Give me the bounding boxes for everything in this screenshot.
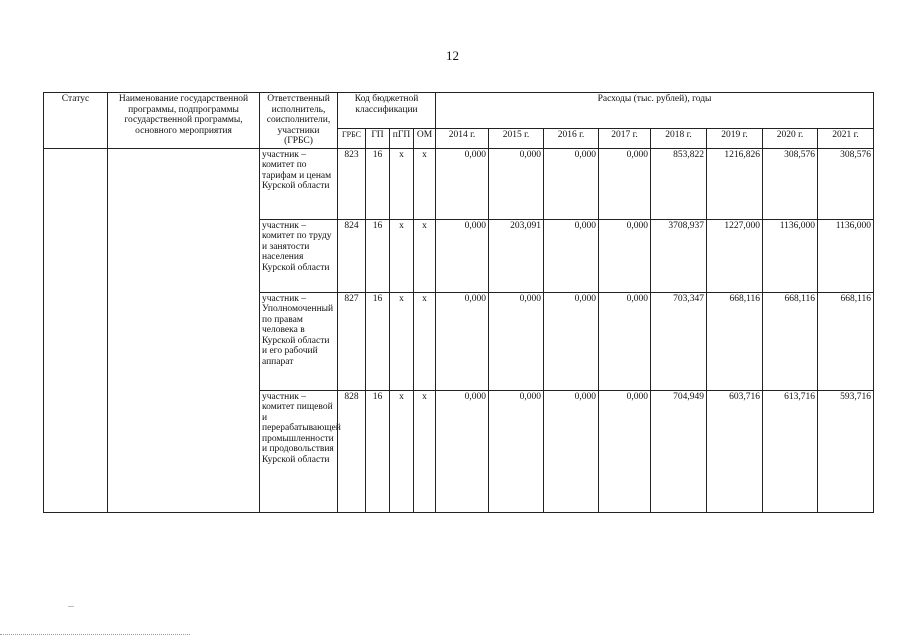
value-cell: 308,576 xyxy=(763,148,818,219)
value-cell: 613,716 xyxy=(763,390,818,512)
om-cell: х xyxy=(414,219,436,292)
value-cell: 0,000 xyxy=(436,148,489,219)
value-cell: 0,000 xyxy=(599,148,651,219)
header-year: 2014 г. xyxy=(436,128,489,148)
value-cell: 0,000 xyxy=(436,390,489,512)
gp-cell: 16 xyxy=(366,148,390,219)
value-cell: 1136,000 xyxy=(763,219,818,292)
value-cell: 668,116 xyxy=(707,292,763,390)
value-cell: 0,000 xyxy=(544,390,599,512)
name-cell xyxy=(108,148,260,512)
value-cell: 0,000 xyxy=(489,292,544,390)
value-cell: 853,822 xyxy=(651,148,707,219)
om-cell: х xyxy=(414,390,436,512)
executor-cell: участник – комитет по тарифам и ценам Курской области xyxy=(260,148,338,219)
value-cell: 593,716 xyxy=(818,390,874,512)
header-executor: Ответственный исполнитель, соисполнители, участники (ГРБС) xyxy=(260,93,338,149)
value-cell: 203,091 xyxy=(489,219,544,292)
om-cell: х xyxy=(414,148,436,219)
executor-cell: участник – комитет по труду и занятости населения Курской области xyxy=(260,219,338,292)
header-code-pgp: пГП xyxy=(390,128,414,148)
grbs-cell: 828 xyxy=(338,390,366,512)
scan-artifact xyxy=(0,634,190,636)
pgp-cell: х xyxy=(390,148,414,219)
header-name: Наименование государственной программы, подпрограммы государственной программы, основного мероприятия xyxy=(108,93,260,149)
value-cell: 1216,826 xyxy=(707,148,763,219)
header-row-1 xyxy=(44,93,874,129)
gp-cell: 16 xyxy=(366,292,390,390)
value-cell: 668,116 xyxy=(818,292,874,390)
budget-table xyxy=(43,92,874,513)
table-row xyxy=(44,148,874,219)
value-cell: 0,000 xyxy=(489,390,544,512)
value-cell: 0,000 xyxy=(436,219,489,292)
header-code-grbs: ГРБС xyxy=(338,128,366,148)
value-cell: 1136,000 xyxy=(818,219,874,292)
header-expenses: Расходы (тыс. рублей), годы xyxy=(436,93,874,129)
gp-cell: 16 xyxy=(366,390,390,512)
header-year: 2018 г. xyxy=(651,128,707,148)
header-year: 2021 г. xyxy=(818,128,874,148)
value-cell: 704,949 xyxy=(651,390,707,512)
value-cell: 3708,937 xyxy=(651,219,707,292)
value-cell: 0,000 xyxy=(544,148,599,219)
value-cell: 308,576 xyxy=(818,148,874,219)
value-cell: 603,716 xyxy=(707,390,763,512)
page-number: 12 xyxy=(446,48,459,63)
pgp-cell: х xyxy=(390,219,414,292)
value-cell: 1227,000 xyxy=(707,219,763,292)
header-year: 2015 г. xyxy=(489,128,544,148)
om-cell: х xyxy=(414,292,436,390)
grbs-cell: 824 xyxy=(338,219,366,292)
value-cell: 703,347 xyxy=(651,292,707,390)
header-year: 2020 г. xyxy=(763,128,818,148)
header-year: 2019 г. xyxy=(707,128,763,148)
value-cell: 0,000 xyxy=(599,292,651,390)
header-year: 2016 г. xyxy=(544,128,599,148)
header-code-gp: ГП xyxy=(366,128,390,148)
status-cell xyxy=(44,148,108,512)
grbs-cell: 823 xyxy=(338,148,366,219)
header-status: Статус xyxy=(44,93,108,149)
grbs-cell: 827 xyxy=(338,292,366,390)
executor-cell: участник – комитет пищевой и перерабатывающей промышленности и продовольствия Курской области xyxy=(260,390,338,512)
pgp-cell: х xyxy=(390,390,414,512)
value-cell: 668,116 xyxy=(763,292,818,390)
gp-cell: 16 xyxy=(366,219,390,292)
value-cell: 0,000 xyxy=(436,292,489,390)
executor-cell: участник – Уполномоченный по правам человека в Курской области и его рабочий аппарат xyxy=(260,292,338,390)
header-year: 2017 г. xyxy=(599,128,651,148)
value-cell: 0,000 xyxy=(489,148,544,219)
scan-artifact xyxy=(68,606,74,607)
header-budget-code: Код бюджетной классификации xyxy=(338,93,436,129)
value-cell: 0,000 xyxy=(599,219,651,292)
header-code-om: ОМ xyxy=(414,128,436,148)
pgp-cell: х xyxy=(390,292,414,390)
value-cell: 0,000 xyxy=(599,390,651,512)
value-cell: 0,000 xyxy=(544,292,599,390)
value-cell: 0,000 xyxy=(544,219,599,292)
